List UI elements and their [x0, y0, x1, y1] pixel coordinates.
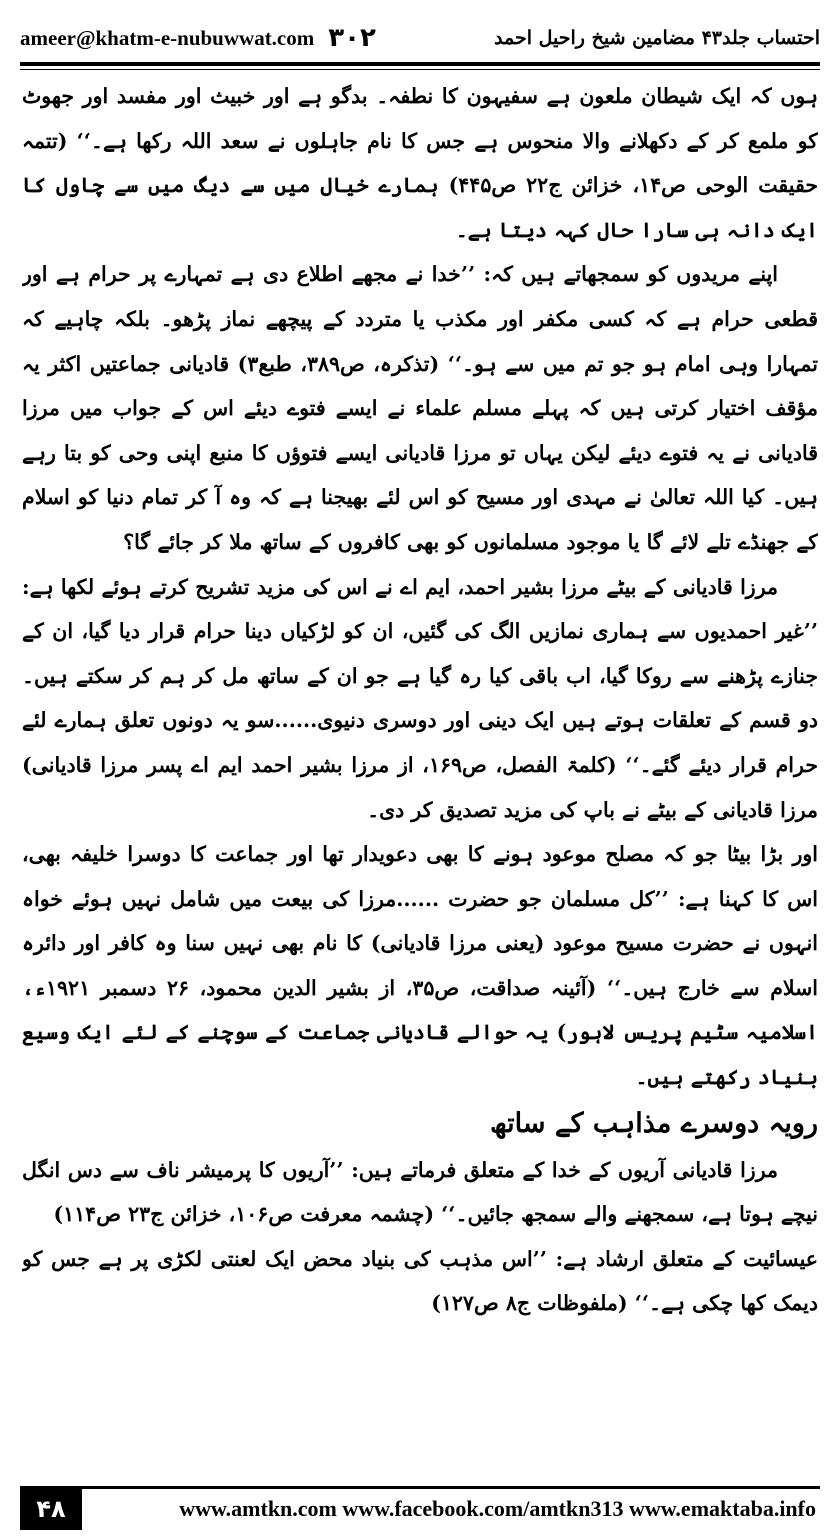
paragraph-6-citation: (ملفوظات ج۸ ص۱۲۷)	[431, 1291, 628, 1316]
paragraph-5-text: مرزا قادیانی آریوں کے خدا کے متعلق فرماتے ہیں: ’’آریوں کا پرمیشر ناف سے دس انگل نیچے ہوتا ہے، سمجھنے والے سمجھ جائیں۔‘‘	[22, 1157, 818, 1227]
paragraph-4: اور بڑا بیٹا جو کہ مصلح موعود ہونے کا بھی دعویدار تھا اور جماعت کا دوسرا خلیفہ بھی، اس کا کہنا ہے: ’’کل مسلمان جو حضرت ......مرزا کی بیعت میں شامل نہیں ہوئے خواہ انہوں نے حضرت مسیح موعود (یعنی مرزا قادیانی) کا نام بھی نہیں سنا وہ کافر اور دائرہ اسلام سے خارج ہیں۔‘‘ (آئینہ صداقت، ص۳۵، از بشیر الدین محمود، ۲۶ دسمبر ۱۹۲۱ء، اسلامیہ سٹیم پریس لاہور) یہ حوالے قادیانی جماعت کے سوچنے کے لئے ایک وسیع بنیاد رکھتے ہیں۔	[22, 842, 818, 1090]
footer-page-number: ۴۸	[20, 1488, 82, 1530]
paragraph-1: ہوں کہ ایک شیطان ملعون ہے سفیہون کا نطفہ۔ بدگو ہے اور خبیث اور مفسد اور جھوٹ کو ملمع کر کے دکھلانے والا منحوس ہے جس کا نام جاہلوں نے سعد اللہ رکھا ہے۔‘‘ (تتمہ حقیقت الوحی ص۱۴، خزائن ج۲۲ ص۴۴۵) ہمارے خیال میں سے دیگ میں سے چاول کا ایک دانہ ہی سارا حال کہہ دیتا ہے۔	[22, 84, 818, 242]
footer-rule	[20, 1486, 820, 1489]
paragraph-6-text: عیسائیت کے متعلق ارشاد ہے: ’’اس مذہب کی بنیاد محض ایک لعنتی لکڑی پر ہے جس کو دیمک کھا چکی ہے۔‘‘	[22, 1246, 818, 1316]
header-page-number: ۳۰۲	[328, 23, 376, 53]
paragraph-6	[22, 1237, 818, 1326]
header-rule-thin	[20, 69, 820, 70]
paragraph-5-citation: (چشمہ معرفت ص۱۰۶، خزائن ج۲۳ ص۱۱۴)	[53, 1202, 435, 1227]
section-heading: رویہ دوسرے مذاہب کے ساتھ	[490, 1107, 818, 1139]
paragraph-3: مرزا قادیانی کے بیٹے مرزا بشیر احمد، ایم اے نے اس کی مزید تشریح کرتے ہوئے لکھا ہے: ’’غیر احمدیوں سے ہماری نمازیں الگ کی گئیں، ان کو لڑکیاں دینا حرام قرار دیا گیا، ان کے جنازے پڑھنے سے روکا گیا، اب باقی کیا رہ گیا ہے جو ان کے ساتھ مل کر ہم کر سکتے ہیں۔ دو قسم کے تعلقات ہوتے ہیں ایک دینی اور دوسری دنیوی......سو یہ دونوں تعلق ہمارے لئے حرام قرار دیئے گئے۔‘‘ (کلمۃ الفصل، ص۱۶۹، از مرزا بشیر احمد ایم اے پسر مرزا قادیانی) مرزا قادیانی کے بیٹے نے باپ کی مزید تصدیق کر دی۔	[22, 574, 818, 822]
footer-links[interactable]: www.amtkn.com www.facebook.com/amtkn313 www.emaktaba.info	[179, 1496, 816, 1521]
paragraph-2: اپنے مریدوں کو سمجھاتے ہیں کہ: ’’خدا نے مجھے اطلاع دی ہے تمہارے پر حرام ہے اور قطعی حرام ہے کہ کسی مکفر اور مکذب یا متردد کے پیچھے نماز پڑھو۔ بلکہ چاہیے کہ تمہارا وہی امام ہو جو تم میں سے ہو۔‘‘ (تذکرہ، ص۳۸۹، طبع۳) قادیانی جماعتیں اکثر یہ مؤقف اختیار کرتی ہیں کہ پہلے مسلم علماء نے ایسے فتوے دیئے اس کے جواب میں مرزا قادیانی نے یہ فتوے دیئے لیکن یہاں تو مرزا قادیانی ایسے فتوؤں کا منبع اپنی وحی کو بتا رہے ہیں۔ کیا اللہ تعالیٰ نے مہدی اور مسیح کو اس لئے بھیجنا ہے کہ وہ آ کر تمام دنیا کو اسلام کے جھنڈے تلے لائے گا یا موجود مسلمانوں کو بھی کافروں کے ساتھ ملا کر جائے گا؟	[22, 262, 818, 554]
page-footer	[20, 1486, 820, 1530]
header-left	[20, 23, 376, 53]
header-email[interactable]: ameer@khatm-e-nubuwwat.com	[20, 25, 315, 50]
page-body	[22, 74, 818, 1474]
page-header	[20, 18, 820, 58]
header-rule	[20, 62, 820, 66]
paragraph-5	[22, 1148, 818, 1237]
header-title: احتساب جلد۴۳ مضامین شیخ راحیل احمد	[494, 27, 820, 49]
